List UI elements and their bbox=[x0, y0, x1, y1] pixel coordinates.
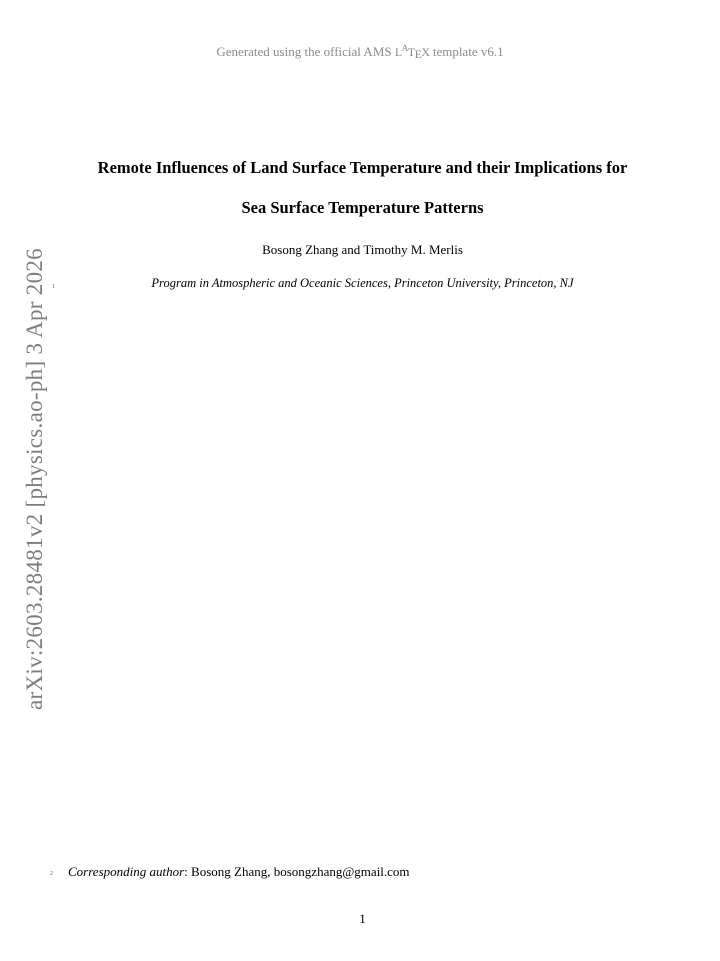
corresponding-author-footnote bbox=[68, 864, 410, 880]
latex-logo bbox=[395, 45, 430, 59]
latex-logo-l: L bbox=[394, 45, 402, 59]
template-note-prefix: Generated using the official AMS bbox=[216, 44, 395, 59]
line-number-2: 2 bbox=[50, 871, 53, 877]
template-note-suffix: template v6.1 bbox=[429, 44, 504, 59]
latex-logo-a: A bbox=[401, 43, 408, 53]
template-note bbox=[0, 43, 720, 62]
author-list: Bosong Zhang and Timothy M. Merlis bbox=[262, 242, 463, 257]
arxiv-identifier-stamp: arXiv:2603.28481v2 [physics.ao-ph] 3 Apr 2026 bbox=[22, 248, 47, 710]
corresponding-author-label: Corresponding author bbox=[68, 864, 185, 879]
latex-logo-t: T bbox=[407, 45, 415, 59]
corresponding-author-contact: Bosong Zhang, bosongzhang@gmail.com bbox=[191, 864, 410, 879]
corresponding-author-separator: : bbox=[184, 864, 192, 879]
latex-logo-x: X bbox=[421, 45, 430, 59]
latex-logo-e: E bbox=[414, 47, 422, 61]
page-number: 1 bbox=[359, 911, 366, 926]
affiliation: Program in Atmospheric and Oceanic Sciences, Princeton University, Princeton, NJ bbox=[151, 276, 574, 290]
line-number-1: 1 bbox=[52, 284, 55, 290]
paper-title-line-1: Remote Influences of Land Surface Temperature and their Implications for bbox=[97, 158, 628, 177]
paper-title-line-2: Sea Surface Temperature Patterns bbox=[241, 198, 484, 217]
